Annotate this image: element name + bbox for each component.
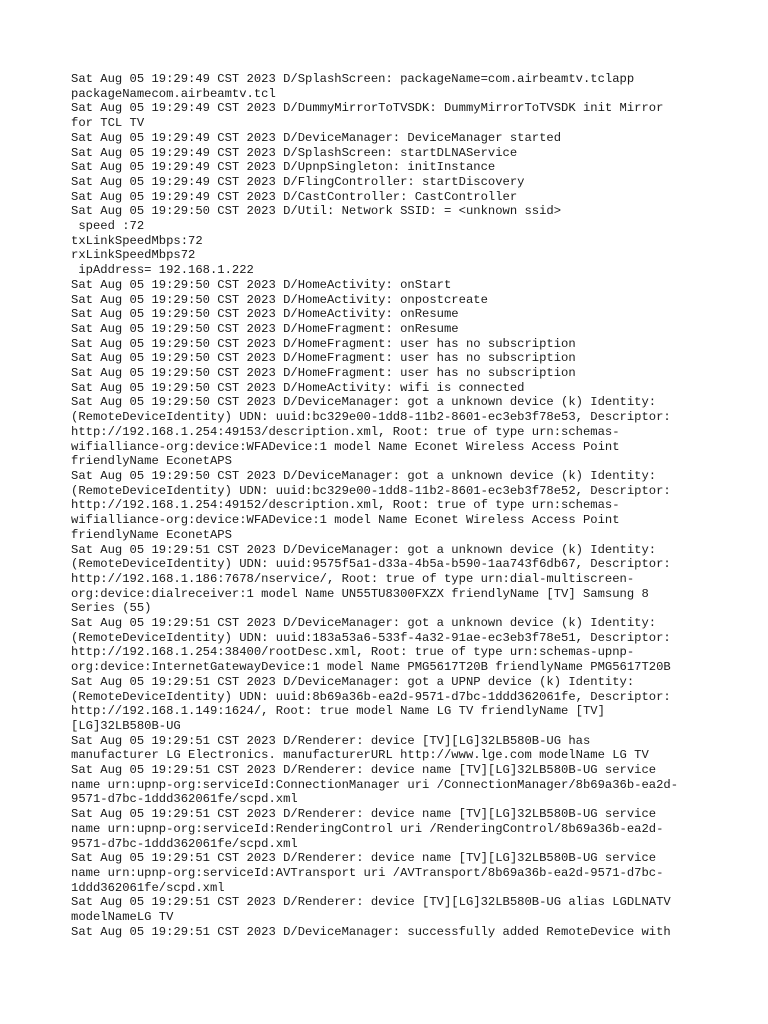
log-line: Sat Aug 05 19:29:51 CST 2023 D/Renderer: device [TV][LG]32LB580B-UG has bbox=[71, 733, 591, 748]
log-line: http://192.168.1.254:38400/rootDesc.xml, Root: true of type urn:schemas-upnp- bbox=[71, 645, 635, 660]
log-line: Sat Aug 05 19:29:51 CST 2023 D/Renderer: device name [TV][LG]32LB580B-UG service bbox=[71, 851, 657, 866]
log-line: Sat Aug 05 19:29:49 CST 2023 D/DeviceManager: DeviceManager started bbox=[71, 130, 562, 145]
log-line: 9571-d7bc-1ddd362061fe/scpd.xml bbox=[71, 836, 298, 851]
log-line: org:device:dialreceiver:1 model Name UN55TU8300FXZX friendlyName [TV] Samsung 8 bbox=[71, 586, 649, 601]
log-line: http://192.168.1.254:49153/description.xml, Root: true of type urn:schemas- bbox=[71, 424, 620, 439]
log-line: wifialliance-org:device:WFADevice:1 model Name Econet Wireless Access Point bbox=[71, 513, 620, 528]
log-line: Sat Aug 05 19:29:49 CST 2023 D/SplashScreen: packageName=com.airbeamtv.tclapp bbox=[71, 72, 635, 86]
log-line: for TCL TV bbox=[71, 116, 145, 131]
log-line: Sat Aug 05 19:29:49 CST 2023 D/FlingController: startDiscovery bbox=[71, 174, 525, 189]
log-line: name urn:upnp-org:serviceId:RenderingControl uri /RenderingControl/8b69a36b-ea2d- bbox=[71, 821, 664, 836]
log-line: (RemoteDeviceIdentity) UDN: uuid:8b69a36b-ea2d-9571-d7bc-1ddd362061fe, Descriptor: bbox=[71, 689, 671, 704]
log-line: [LG]32LB580B-UG bbox=[71, 718, 181, 733]
log-line: packageNamecom.airbeamtv.tcl bbox=[71, 86, 276, 101]
log-line: 9571-d7bc-1ddd362061fe/scpd.xml bbox=[71, 792, 298, 807]
log-line: Sat Aug 05 19:29:49 CST 2023 D/CastController: CastController bbox=[71, 189, 518, 204]
log-line: Sat Aug 05 19:29:51 CST 2023 D/DeviceManager: got a unknown device (k) Identity: bbox=[71, 616, 657, 631]
log-line: friendlyName EconetAPS bbox=[71, 527, 232, 542]
log-line: Sat Aug 05 19:29:50 CST 2023 D/HomeFragment: user has no subscription bbox=[71, 351, 576, 366]
log-line: org:device:InternetGatewayDevice:1 model Name PMG5617T20B friendlyName PMG5617T20B bbox=[71, 660, 671, 675]
log-line: (RemoteDeviceIdentity) UDN: uuid:bc329e00-1dd8-11b2-8601-ec3eb3f78e53, Descriptor: bbox=[71, 410, 671, 425]
log-line: 1ddd362061fe/scpd.xml bbox=[71, 880, 225, 895]
log-line: Sat Aug 05 19:29:50 CST 2023 D/HomeFragment: onResume bbox=[71, 321, 459, 336]
log-line: Sat Aug 05 19:29:50 CST 2023 D/DeviceManager: got a unknown device (k) Identity: bbox=[71, 395, 657, 410]
log-line: rxLinkSpeedMbps72 bbox=[71, 248, 196, 263]
log-line: modelNameLG TV bbox=[71, 910, 174, 925]
log-line: Sat Aug 05 19:29:50 CST 2023 D/HomeActivity: onStart bbox=[71, 277, 452, 292]
log-line: Sat Aug 05 19:29:50 CST 2023 D/HomeFragment: user has no subscription bbox=[71, 366, 576, 381]
log-line: Sat Aug 05 19:29:51 CST 2023 D/Renderer: device [TV][LG]32LB580B-UG alias LGDLNATV bbox=[71, 895, 671, 910]
log-document bbox=[71, 72, 711, 939]
log-line: http://192.168.1.186:7678/nservice/, Root: true of type urn:dial-multiscreen- bbox=[71, 571, 635, 586]
log-line: Sat Aug 05 19:29:50 CST 2023 D/HomeActivity: onpostcreate bbox=[71, 292, 488, 307]
log-line: name urn:upnp-org:serviceId:ConnectionManager uri /ConnectionManager/8b69a36b-ea2d- bbox=[71, 777, 679, 792]
log-line: friendlyName EconetAPS bbox=[71, 454, 232, 469]
log-line: Series (55) bbox=[71, 601, 152, 616]
log-line: speed :72 bbox=[71, 219, 145, 234]
log-line: Sat Aug 05 19:29:51 CST 2023 D/DeviceManager: successfully added RemoteDevice with bbox=[71, 924, 671, 939]
log-line: (RemoteDeviceIdentity) UDN: uuid:183a53a6-533f-4a32-91ae-ec3eb3f78e51, Descriptor: bbox=[71, 630, 671, 645]
log-line: Sat Aug 05 19:29:51 CST 2023 D/DeviceManager: got a unknown device (k) Identity: bbox=[71, 542, 657, 557]
log-line: http://192.168.1.254:49152/description.xml, Root: true of type urn:schemas- bbox=[71, 498, 620, 513]
log-line: txLinkSpeedMbps:72 bbox=[71, 233, 203, 248]
log-line: Sat Aug 05 19:29:51 CST 2023 D/Renderer: device name [TV][LG]32LB580B-UG service bbox=[71, 763, 657, 778]
log-line: Sat Aug 05 19:29:50 CST 2023 D/DeviceManager: got a unknown device (k) Identity: bbox=[71, 468, 657, 483]
log-line: Sat Aug 05 19:29:49 CST 2023 D/SplashScreen: startDLNAService bbox=[71, 145, 518, 160]
log-line: Sat Aug 05 19:29:51 CST 2023 D/Renderer: device name [TV][LG]32LB580B-UG service bbox=[71, 807, 657, 822]
log-line: (RemoteDeviceIdentity) UDN: uuid:9575f5a1-d33a-4b5a-b590-1aa743f6db67, Descriptor: bbox=[71, 557, 671, 572]
log-line: Sat Aug 05 19:29:50 CST 2023 D/HomeActivity: wifi is connected bbox=[71, 380, 525, 395]
log-line: Sat Aug 05 19:29:50 CST 2023 D/HomeActivity: onResume bbox=[71, 307, 459, 322]
log-line: wifialliance-org:device:WFADevice:1 model Name Econet Wireless Access Point bbox=[71, 439, 620, 454]
log-line: manufacturer LG Electronics. manufacturerURL http://www.lge.com modelName LG TV bbox=[71, 748, 649, 763]
log-line: ipAddress= 192.168.1.222 bbox=[71, 263, 254, 278]
log-line: Sat Aug 05 19:29:51 CST 2023 D/DeviceManager: got a UPNP device (k) Identity: bbox=[71, 674, 635, 689]
log-line: Sat Aug 05 19:29:49 CST 2023 D/UpnpSingleton: initInstance bbox=[71, 160, 496, 175]
log-line: http://192.168.1.149:1624/, Root: true model Name LG TV friendlyName [TV] bbox=[71, 704, 605, 719]
log-line: Sat Aug 05 19:29:50 CST 2023 D/Util: Network SSID: = <unknown ssid> bbox=[71, 204, 562, 219]
log-line: Sat Aug 05 19:29:50 CST 2023 D/HomeFragment: user has no subscription bbox=[71, 336, 576, 351]
log-line: (RemoteDeviceIdentity) UDN: uuid:bc329e00-1dd8-11b2-8601-ec3eb3f78e52, Descriptor: bbox=[71, 483, 671, 498]
log-line: name urn:upnp-org:serviceId:AVTransport uri /AVTransport/8b69a36b-ea2d-9571-d7bc- bbox=[71, 865, 664, 880]
log-line: Sat Aug 05 19:29:49 CST 2023 D/DummyMirrorToTVSDK: DummyMirrorToTVSDK init Mirror bbox=[71, 101, 664, 116]
